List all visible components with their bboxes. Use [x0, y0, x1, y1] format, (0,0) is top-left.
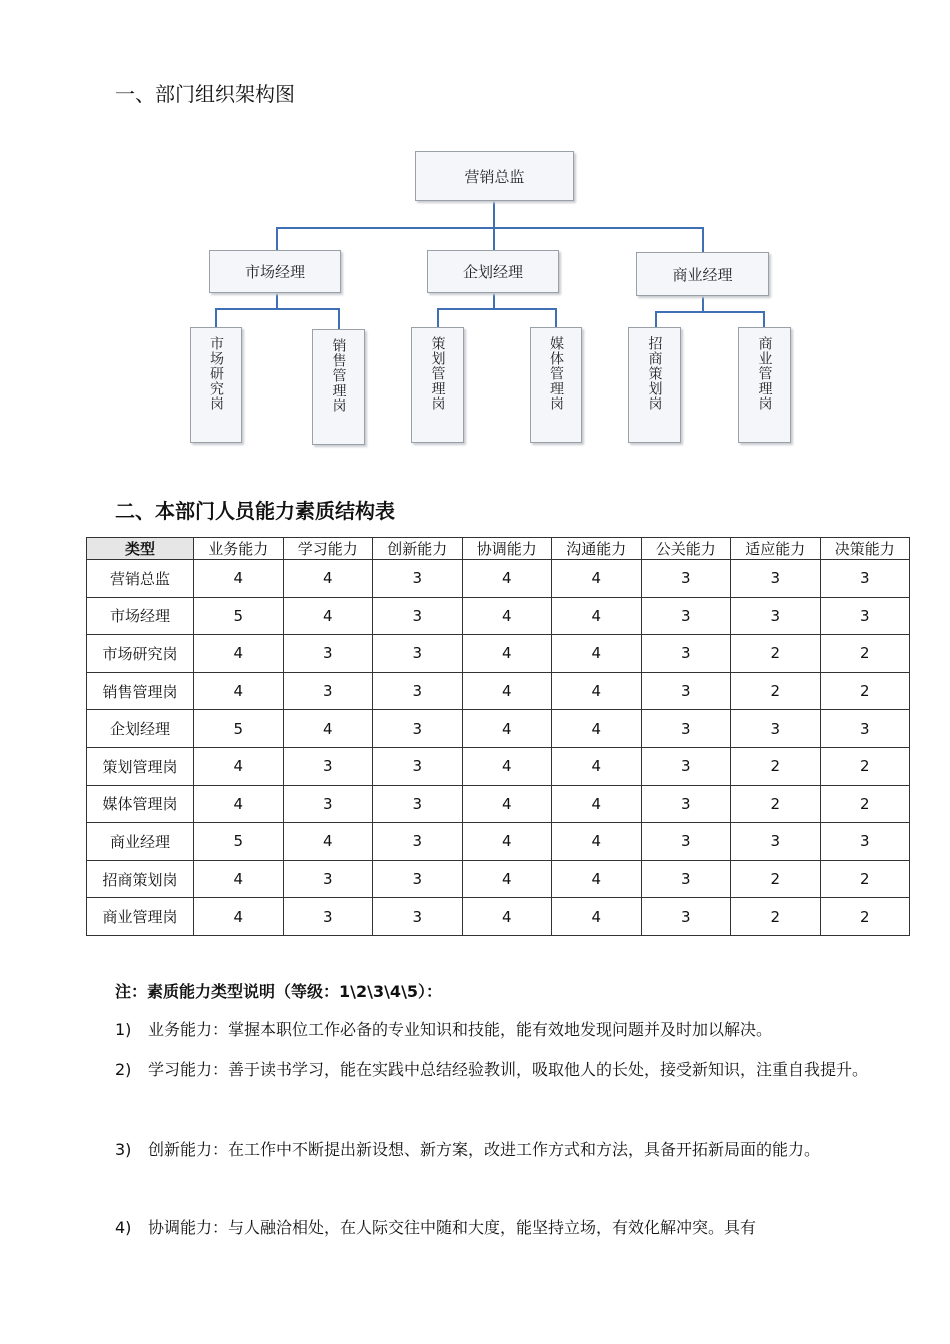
connector-line [702, 296, 704, 312]
row-type-cell: 招商策划岗 [87, 860, 194, 898]
org-node-post-label: 销售管理岗 [330, 338, 347, 413]
note-number: 3) [115, 1140, 132, 1159]
table-cell: 3 [820, 597, 910, 635]
table-cell: 4 [552, 672, 642, 710]
note-text: 协调能力：与人融洽相处，在人际交往中随和大度，能坚持立场，有效化解冲突。具有 [148, 1218, 757, 1237]
table-row [87, 860, 910, 898]
row-type-cell: 企划经理 [87, 710, 194, 748]
table-cell: 3 [641, 823, 731, 861]
table-cell: 4 [462, 860, 552, 898]
table-cell: 5 [194, 823, 284, 861]
notes-title: 注：素质能力类型说明（等级：1\2\3\4\5）： [115, 982, 443, 1001]
note-text: 学习能力：善于读书学习，能在实践中总结经验教训，吸取他人的长处，接受新知识，注重自我提升。 [148, 1060, 869, 1079]
table-cell: 3 [283, 747, 373, 785]
ability-table [86, 537, 910, 936]
column-header: 公关能力 [641, 538, 731, 560]
org-node-post [530, 327, 582, 443]
connector-line [655, 311, 765, 313]
table-cell: 3 [283, 635, 373, 673]
org-chart [0, 0, 950, 470]
table-cell: 3 [731, 560, 821, 598]
table-cell: 4 [552, 747, 642, 785]
table-cell: 4 [283, 823, 373, 861]
table-cell: 3 [641, 710, 731, 748]
column-header: 类型 [87, 538, 194, 560]
table-cell: 4 [462, 710, 552, 748]
connector-line [276, 227, 278, 251]
table-body [87, 560, 910, 936]
row-type-cell: 市场研究岗 [87, 635, 194, 673]
table-cell: 4 [194, 785, 284, 823]
org-node-post-label: 招商策划岗 [646, 336, 663, 411]
org-node-manager: 商业经理 [636, 252, 769, 296]
org-node-post [628, 327, 681, 443]
table-cell: 3 [820, 560, 910, 598]
note-number: 2) [115, 1060, 132, 1079]
table-row [87, 785, 910, 823]
table-row [87, 597, 910, 635]
column-header: 决策能力 [820, 538, 910, 560]
table-cell: 4 [462, 560, 552, 598]
table-cell: 3 [373, 635, 463, 673]
table-cell: 4 [552, 860, 642, 898]
column-header: 协调能力 [462, 538, 552, 560]
table-cell: 4 [194, 860, 284, 898]
table-cell: 2 [731, 635, 821, 673]
table-cell: 3 [283, 672, 373, 710]
connector-line [655, 311, 657, 328]
section-title-org-chart: 一、部门组织架构图 [115, 82, 295, 106]
row-type-cell: 商业经理 [87, 823, 194, 861]
table-row [87, 672, 910, 710]
table-row [87, 898, 910, 936]
connector-line [493, 291, 495, 309]
table-cell: 3 [820, 823, 910, 861]
table-cell: 4 [462, 672, 552, 710]
note-text: 业务能力：掌握本职位工作必备的专业知识和技能，能有效地发现问题并及时加以解决。 [148, 1020, 773, 1039]
table-cell: 3 [373, 560, 463, 598]
table-cell: 4 [552, 898, 642, 936]
table-cell: 3 [373, 710, 463, 748]
table-cell: 4 [462, 747, 552, 785]
table-cell: 4 [552, 560, 642, 598]
table-cell: 2 [820, 747, 910, 785]
column-header: 学习能力 [283, 538, 373, 560]
table-cell: 3 [641, 560, 731, 598]
connector-line [276, 227, 704, 229]
table-cell: 3 [283, 785, 373, 823]
note-text: 创新能力：在工作中不断提出新设想、新方案，改进工作方式和方法，具备开拓新局面的能力。 [148, 1140, 821, 1159]
table-cell: 4 [194, 560, 284, 598]
table-cell: 3 [820, 710, 910, 748]
table-cell: 5 [194, 597, 284, 635]
connector-line [763, 311, 765, 328]
table-row [87, 635, 910, 673]
connector-line [437, 308, 439, 328]
table-cell: 2 [731, 785, 821, 823]
table-row [87, 710, 910, 748]
table-cell: 3 [641, 672, 731, 710]
table-cell: 3 [373, 823, 463, 861]
column-header: 业务能力 [194, 538, 284, 560]
table-cell: 2 [820, 860, 910, 898]
table-cell: 3 [731, 710, 821, 748]
table-cell: 4 [462, 823, 552, 861]
table-cell: 4 [283, 560, 373, 598]
org-node-manager: 市场经理 [209, 250, 341, 293]
table-row [87, 560, 910, 598]
table-cell: 3 [641, 597, 731, 635]
note-item [115, 1010, 905, 1050]
table-cell: 4 [194, 672, 284, 710]
row-type-cell: 媒体管理岗 [87, 785, 194, 823]
note-item [115, 1050, 905, 1090]
org-node-post [738, 327, 791, 443]
table-cell: 3 [641, 785, 731, 823]
table-cell: 4 [552, 785, 642, 823]
connector-line [215, 308, 340, 310]
column-header: 创新能力 [373, 538, 463, 560]
note-item [115, 1208, 905, 1248]
connector-line [338, 308, 340, 330]
note-number: 4) [115, 1218, 132, 1237]
table-cell: 3 [283, 898, 373, 936]
org-node-post [411, 327, 464, 443]
section-title-ability-table: 二、本部门人员能力素质结构表 [115, 499, 395, 523]
connector-line [493, 200, 495, 228]
row-type-cell: 营销总监 [87, 560, 194, 598]
table-cell: 4 [462, 898, 552, 936]
note-item [115, 1130, 905, 1170]
table-cell: 3 [373, 860, 463, 898]
table-cell: 4 [552, 823, 642, 861]
table-cell: 3 [373, 747, 463, 785]
table-row [87, 747, 910, 785]
table-cell: 2 [731, 860, 821, 898]
table-cell: 4 [194, 635, 284, 673]
table-header-row [87, 538, 910, 560]
table-cell: 2 [731, 898, 821, 936]
org-node-top: 营销总监 [415, 151, 574, 201]
connector-line [555, 308, 557, 328]
row-type-cell: 策划管理岗 [87, 747, 194, 785]
org-node-post-label: 媒体管理岗 [548, 336, 564, 411]
row-type-cell: 销售管理岗 [87, 672, 194, 710]
table-cell: 2 [820, 898, 910, 936]
connector-line [702, 227, 704, 253]
table-cell: 3 [641, 635, 731, 673]
table-cell: 4 [283, 710, 373, 748]
note-number: 1) [115, 1020, 132, 1039]
table-cell: 4 [462, 635, 552, 673]
org-node-post-label: 市场研究岗 [208, 336, 224, 411]
table-cell: 3 [731, 597, 821, 635]
connector-line [276, 291, 278, 309]
table-cell: 3 [373, 785, 463, 823]
table-cell: 4 [462, 597, 552, 635]
table-cell: 4 [552, 635, 642, 673]
table-cell: 3 [731, 823, 821, 861]
table-cell: 3 [641, 747, 731, 785]
org-node-post [190, 327, 242, 443]
row-type-cell: 市场经理 [87, 597, 194, 635]
connector-line [437, 308, 557, 310]
table-cell: 3 [641, 898, 731, 936]
table-cell: 2 [731, 672, 821, 710]
table-cell: 2 [820, 672, 910, 710]
table-cell: 3 [373, 898, 463, 936]
column-header: 适应能力 [731, 538, 821, 560]
table-cell: 2 [731, 747, 821, 785]
column-header: 沟通能力 [552, 538, 642, 560]
table-cell: 2 [820, 635, 910, 673]
table-cell: 3 [641, 860, 731, 898]
table-cell: 5 [194, 710, 284, 748]
table-cell: 4 [552, 710, 642, 748]
table-cell: 3 [373, 672, 463, 710]
table-cell: 3 [373, 597, 463, 635]
row-type-cell: 商业管理岗 [87, 898, 194, 936]
table-cell: 4 [283, 597, 373, 635]
table-cell: 3 [283, 860, 373, 898]
table-cell: 4 [194, 898, 284, 936]
table-cell: 4 [194, 747, 284, 785]
org-node-post [312, 329, 365, 445]
org-node-post-label: 策划管理岗 [429, 336, 446, 411]
connector-line [493, 227, 495, 251]
table-cell: 4 [462, 785, 552, 823]
org-node-manager: 企划经理 [427, 250, 559, 293]
table-cell: 4 [552, 597, 642, 635]
table-row [87, 823, 910, 861]
connector-line [215, 308, 217, 328]
org-node-post-label: 商业管理岗 [756, 336, 773, 411]
table-cell: 2 [820, 785, 910, 823]
